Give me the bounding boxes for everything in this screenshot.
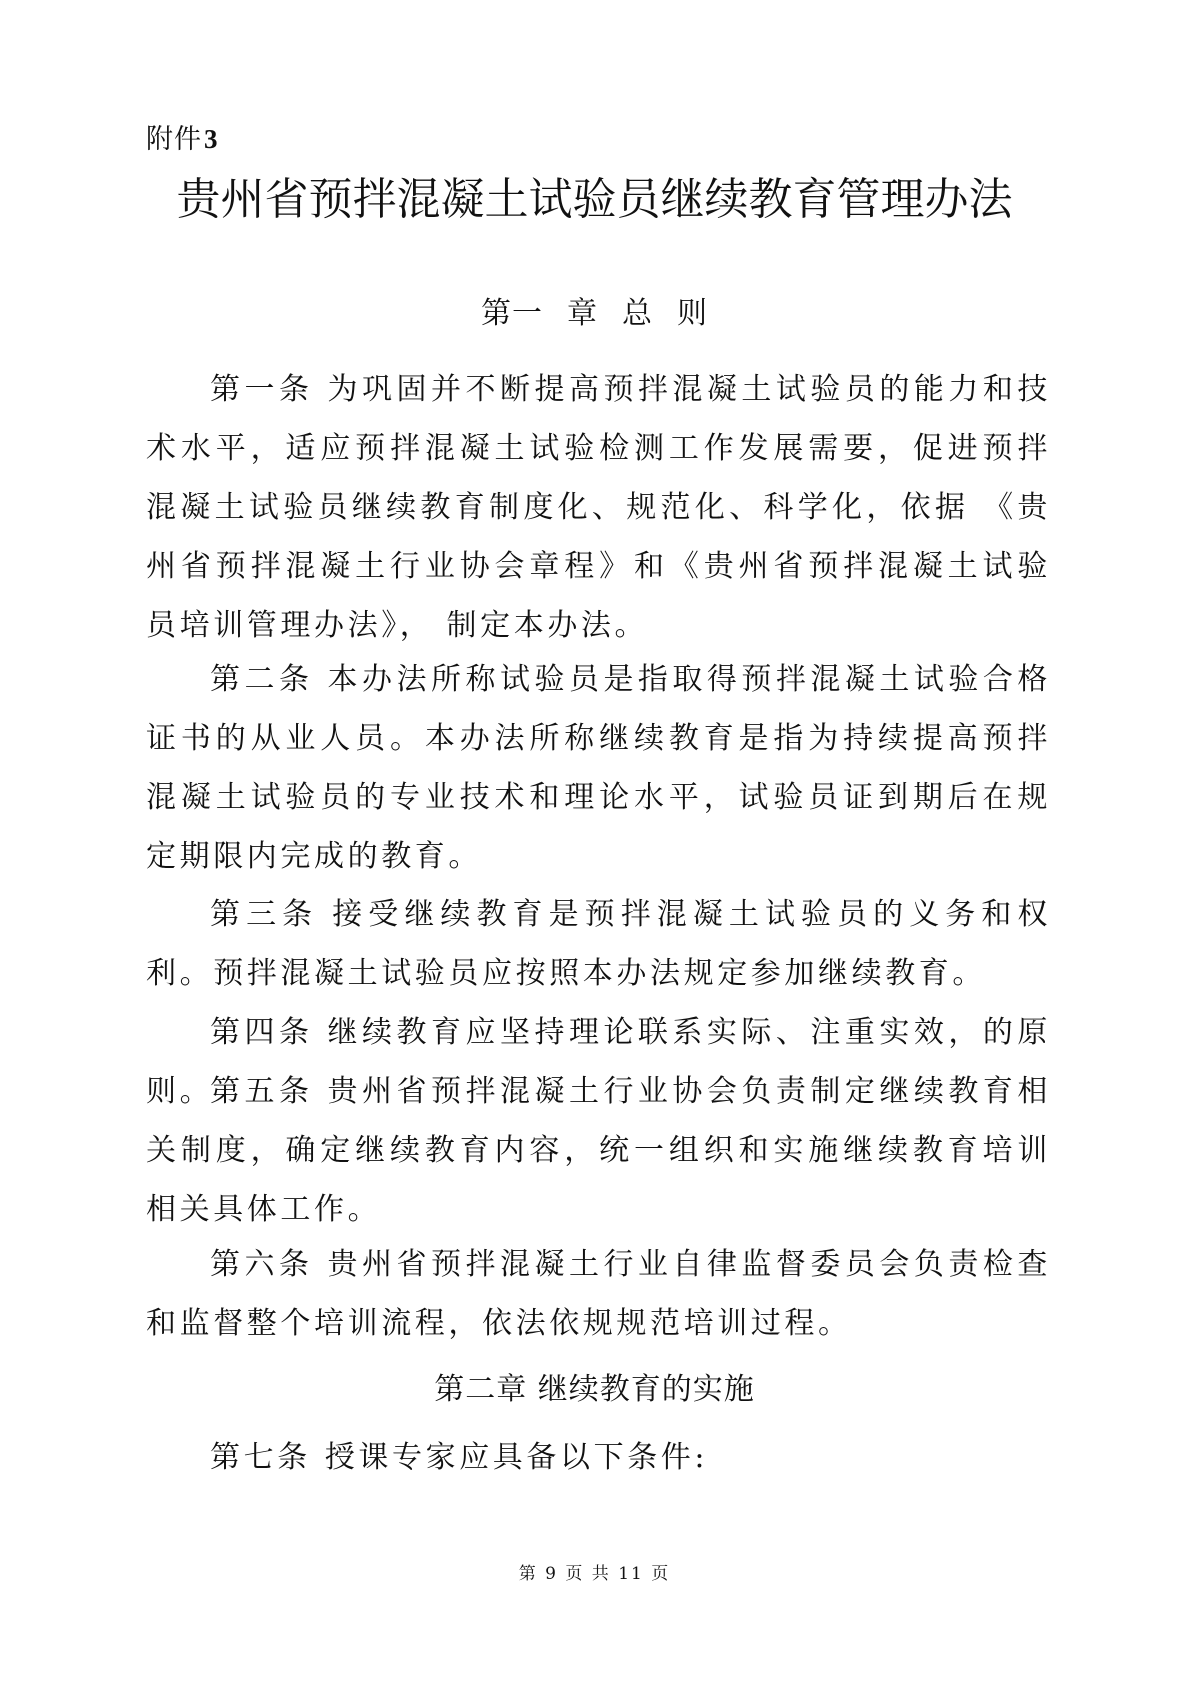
article-2 bbox=[146, 650, 1051, 886]
article-5-label: 第五条 bbox=[210, 1074, 314, 1109]
article-2-label: 第二条 bbox=[210, 662, 314, 697]
article-7-text: 授课专家应具备以下条件: bbox=[324, 1440, 709, 1475]
chapter-1-number: 第一 bbox=[481, 296, 543, 331]
footer-middle: 页 共 bbox=[565, 1564, 611, 1584]
page-footer bbox=[0, 1563, 1189, 1585]
chapter-1-name-part3: 则 bbox=[677, 296, 708, 331]
attachment-number: 3 bbox=[204, 124, 219, 154]
article-1 bbox=[146, 360, 1051, 655]
chapter-2-heading bbox=[0, 1370, 1189, 1410]
article-5-text: 贵州省预拌混凝土行业协会负责制定继续教育相关制度，确定继续教育内容，统一组织和实施继续教育培训相关具体工作。 bbox=[146, 1074, 1051, 1227]
attachment-label bbox=[146, 122, 219, 157]
chapter-1-heading bbox=[0, 294, 1189, 334]
article-2-text: 本办法所称试验员是指取得预拌混凝土试验合格证书的从业人员。本办法所称继续教育是指为持续提高预拌混凝土试验员的专业技术和理论水平，试验员证到期后在规定期限内完成的教育。 bbox=[146, 662, 1051, 874]
footer-suffix: 页 bbox=[651, 1564, 671, 1584]
article-6-label: 第六条 bbox=[210, 1247, 314, 1282]
article-1-label: 第一条 bbox=[210, 372, 314, 407]
article-5 bbox=[146, 1062, 1051, 1239]
article-3-label: 第三条 bbox=[210, 897, 319, 932]
article-7-label: 第七条 bbox=[210, 1440, 311, 1475]
article-4-label: 第四条 bbox=[210, 1015, 314, 1050]
chapter-1-name-part2: 总 bbox=[622, 296, 653, 331]
article-3 bbox=[146, 885, 1051, 1003]
document-title: 贵州省预拌混凝土试验员继续教育管理办法 bbox=[176, 174, 1013, 225]
footer-total-pages: 11 bbox=[618, 1564, 644, 1584]
article-7 bbox=[146, 1428, 1051, 1487]
article-1-text: 为巩固并不断提高预拌混凝土试验员的能力和技术水平，适应预拌混凝土试验检测工作发展需要，促进预拌混凝土试验员继续教育制度化、规范化、科学化，依据 《贵州省预拌混凝土行业协会章程》和《贵州省预拌混凝土试验员培训管理办法》， 制定本办法。 bbox=[146, 372, 1051, 643]
article-6-text: 贵州省预拌混凝土行业自律监督委员会负责检查和监督整个培训流程，依法依规规范培训过程。 bbox=[146, 1247, 1051, 1341]
attachment-label-text: 附件 bbox=[146, 124, 202, 155]
article-6 bbox=[146, 1235, 1051, 1353]
footer-prefix: 第 bbox=[518, 1564, 538, 1584]
chapter-1-name-part1: 章 bbox=[567, 296, 598, 331]
footer-page-number: 9 bbox=[545, 1564, 558, 1584]
chapter-2-number: 第二章 bbox=[434, 1372, 528, 1407]
article-3-text: 接受继续教育是预拌混凝土试验员的义务和权利。预拌混凝土试验员应按照本办法规定参加继续教育。 bbox=[146, 897, 1052, 991]
chapter-2-name: 继续教育的实施 bbox=[537, 1372, 755, 1407]
article-4-text: 继续教育应坚持理论联系实际、注重实效，的原则。 bbox=[146, 1015, 1051, 1109]
